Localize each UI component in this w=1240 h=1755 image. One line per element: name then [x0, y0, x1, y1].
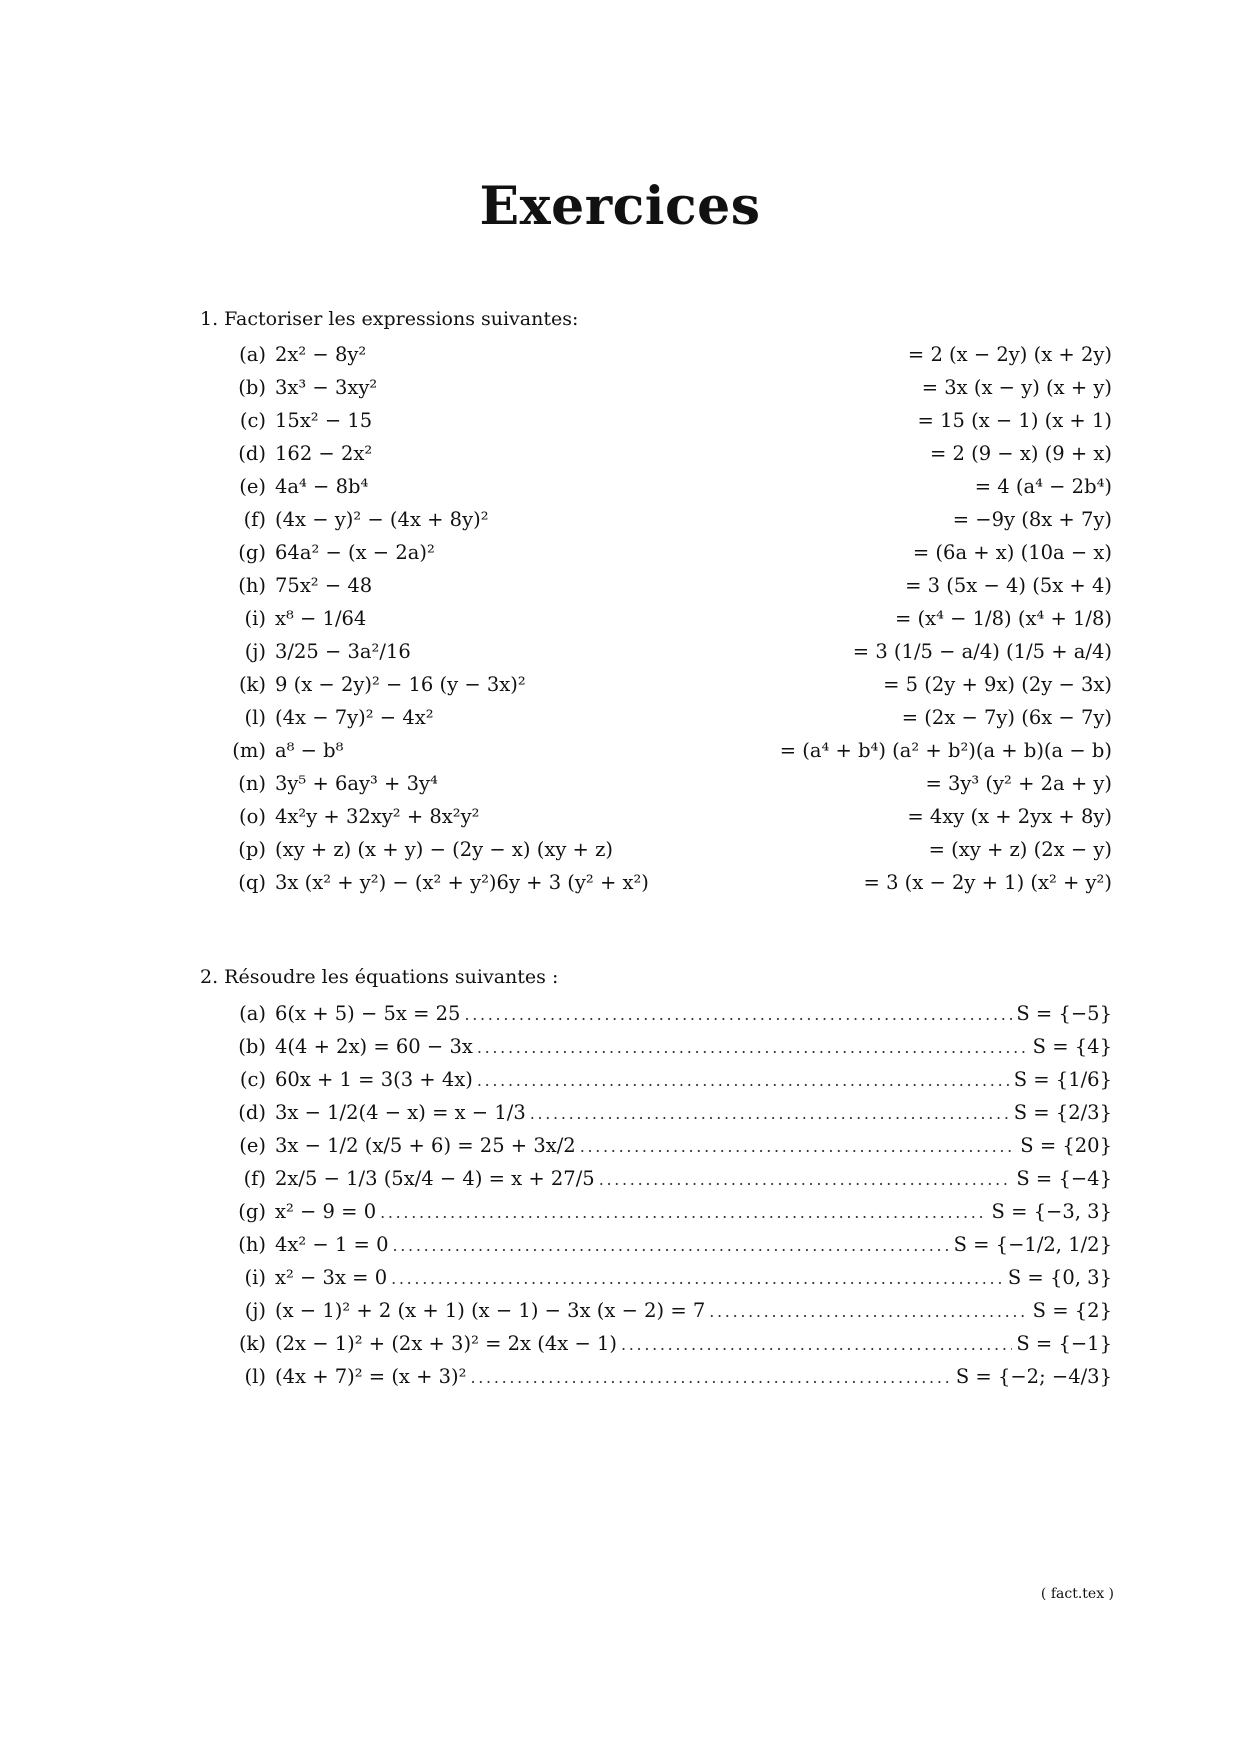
item-expression: 162 − 2x² — [275, 442, 373, 465]
item-answer: = 3 (5x − 4) (5x + 4) — [905, 574, 1112, 597]
item-expression: (x − 1)² + 2 (x + 1) (x − 1) − 3x (x − 2) = 7 — [275, 1299, 706, 1322]
list-item — [228, 1002, 1112, 1035]
item-label: (g) — [238, 1200, 266, 1223]
item-label: (k) — [238, 673, 266, 696]
item-expression: (2x − 1)² + (2x + 3)² = 2x (4x − 1) — [275, 1332, 617, 1355]
item-expression: 3x − 1/2 (x/5 + 6) = 25 + 3x/2 — [275, 1134, 576, 1157]
item-expression: 64a² − (x − 2a)² — [275, 541, 435, 564]
item-expression: 9 (x − 2y)² − 16 (y − 3x)² — [275, 673, 526, 696]
item-answer: = 4 (a⁴ − 2b⁴) — [974, 475, 1112, 498]
item-answer: S = {−5} — [1016, 1002, 1112, 1025]
item-expression: 4(4 + 2x) = 60 − 3x — [275, 1035, 473, 1058]
item-label: (f) — [243, 1167, 266, 1190]
item-answer: = 3 (1/5 − a/4) (1/5 + a/4) — [852, 640, 1112, 663]
item-expression: 6(x + 5) − 5x = 25 — [275, 1002, 461, 1025]
list-item — [228, 376, 1112, 409]
list-item — [228, 1035, 1112, 1068]
list-item — [228, 1167, 1112, 1200]
list-item — [228, 1266, 1112, 1299]
item-label: (n) — [238, 772, 266, 795]
list-item — [228, 475, 1112, 508]
dot-leader — [709, 1302, 1028, 1321]
list-item — [228, 1365, 1112, 1398]
list-item — [228, 442, 1112, 475]
item-expression: (4x − y)² − (4x + 8y)² — [275, 508, 489, 531]
list-item — [228, 739, 1112, 772]
item-label: (d) — [238, 1101, 266, 1124]
dot-leader — [471, 1368, 952, 1387]
item-label: (e) — [239, 1134, 266, 1157]
page-title: Exercices — [479, 176, 761, 237]
item-answer: = 3x (x − y) (x + y) — [921, 376, 1112, 399]
item-answer: S = {−4} — [1016, 1167, 1112, 1190]
item-expression: 75x² − 48 — [275, 574, 373, 597]
item-expression: x² − 9 = 0 — [275, 1200, 377, 1223]
list-item — [228, 706, 1112, 739]
item-answer: = (x⁴ − 1/8) (x⁴ + 1/8) — [894, 607, 1112, 630]
footer-filename: ( fact.tex ) — [1040, 1586, 1114, 1602]
item-label: (h) — [238, 1233, 266, 1256]
item-answer: = (2x − 7y) (6x − 7y) — [901, 706, 1112, 729]
item-expression: 2x/5 − 1/3 (5x/4 − 4) = x + 27/5 — [275, 1167, 595, 1190]
item-expression: x⁸ − 1/64 — [275, 607, 367, 630]
item-answer: = 2 (x − 2y) (x + 2y) — [907, 343, 1112, 366]
item-expression: 15x² − 15 — [275, 409, 373, 432]
list-item — [228, 343, 1112, 376]
dot-leader — [391, 1269, 1004, 1288]
item-answer: S = {2/3} — [1013, 1101, 1112, 1124]
item-label: (o) — [239, 805, 266, 828]
list-item — [228, 772, 1112, 805]
item-answer: S = {−2; −4/3} — [955, 1365, 1112, 1388]
item-answer: S = {1/6} — [1013, 1068, 1112, 1091]
list-item — [228, 1101, 1112, 1134]
section-2-heading: 2. Résoudre les équations suivantes : — [200, 966, 559, 988]
item-answer: = 15 (x − 1) (x + 1) — [917, 409, 1112, 432]
item-label: (c) — [239, 409, 266, 432]
item-answer: = −9y (8x + 7y) — [952, 508, 1112, 531]
item-answer: = (6a + x) (10a − x) — [912, 541, 1112, 564]
item-label: (j) — [244, 640, 266, 663]
list-item — [228, 1134, 1112, 1167]
dot-leader — [621, 1335, 1012, 1354]
item-answer: = 5 (2y + 9x) (2y − 3x) — [883, 673, 1112, 696]
item-label: (f) — [243, 508, 266, 531]
item-answer: S = {2} — [1032, 1299, 1112, 1322]
item-label: (m) — [232, 739, 266, 762]
item-answer: = (a⁴ + b⁴) (a² + b²)(a + b)(a − b) — [779, 739, 1112, 762]
item-label: (l) — [244, 1365, 266, 1388]
item-answer: S = {0, 3} — [1007, 1266, 1112, 1289]
item-answer: = 3y³ (y² + 2a + y) — [925, 772, 1112, 795]
factorisation-list — [228, 343, 1112, 904]
dot-leader — [530, 1104, 1010, 1123]
item-label: (b) — [238, 1035, 266, 1058]
item-expression: (4x − 7y)² − 4x² — [275, 706, 434, 729]
item-answer: = (xy + z) (2x − y) — [928, 838, 1112, 861]
item-expression: 4x²y + 32xy² + 8x²y² — [275, 805, 480, 828]
list-item — [228, 574, 1112, 607]
item-expression: a⁸ − b⁸ — [275, 739, 344, 762]
item-label: (h) — [238, 574, 266, 597]
dot-leader — [464, 1005, 1012, 1024]
item-expression: 3x (x² + y²) − (x² + y²)6y + 3 (y² + x²) — [275, 871, 649, 894]
section-1-heading: 1. Factoriser les expressions suivantes: — [200, 308, 579, 330]
item-answer: = 3 (x − 2y + 1) (x² + y²) — [863, 871, 1112, 894]
list-item — [228, 607, 1112, 640]
item-label: (i) — [244, 1266, 266, 1289]
list-item — [228, 805, 1112, 838]
item-answer: S = {−1} — [1016, 1332, 1112, 1355]
dot-leader — [380, 1203, 987, 1222]
item-label: (b) — [238, 376, 266, 399]
item-label: (g) — [238, 541, 266, 564]
list-item — [228, 673, 1112, 706]
dot-leader — [477, 1071, 1010, 1090]
list-item — [228, 1200, 1112, 1233]
item-label: (j) — [244, 1299, 266, 1322]
list-item — [228, 541, 1112, 574]
item-answer: S = {4} — [1032, 1035, 1112, 1058]
item-label: (p) — [238, 838, 266, 861]
item-answer: S = {−3, 3} — [991, 1200, 1112, 1223]
item-expression: 3y⁵ + 6ay³ + 3y⁴ — [275, 772, 438, 795]
item-expression: 3x − 1/2(4 − x) = x − 1/3 — [275, 1101, 526, 1124]
list-item — [228, 508, 1112, 541]
item-label: (d) — [238, 442, 266, 465]
dot-leader — [599, 1170, 1013, 1189]
list-item — [228, 838, 1112, 871]
dot-leader — [477, 1038, 1029, 1057]
item-answer: = 4xy (x + 2yx + 8y) — [907, 805, 1112, 828]
list-item — [228, 871, 1112, 904]
item-expression: 4a⁴ − 8b⁴ — [275, 475, 369, 498]
item-answer: S = {20} — [1020, 1134, 1112, 1157]
item-label: (i) — [244, 607, 266, 630]
item-label: (q) — [238, 871, 266, 894]
item-answer: = 2 (9 − x) (9 + x) — [929, 442, 1112, 465]
item-expression: 4x² − 1 = 0 — [275, 1233, 389, 1256]
item-expression: 3/25 − 3a²/16 — [275, 640, 411, 663]
list-item — [228, 409, 1112, 442]
item-expression: (xy + z) (x + y) − (2y − x) (xy + z) — [275, 838, 613, 861]
list-item — [228, 640, 1112, 673]
equations-list — [228, 1002, 1112, 1398]
item-label: (e) — [239, 475, 266, 498]
list-item — [228, 1332, 1112, 1365]
dot-leader — [580, 1137, 1017, 1156]
item-expression: 3x³ − 3xy² — [275, 376, 378, 399]
item-label: (a) — [239, 343, 266, 366]
list-item — [228, 1068, 1112, 1101]
item-label: (c) — [239, 1068, 266, 1091]
item-expression: (4x + 7)² = (x + 3)² — [275, 1365, 467, 1388]
item-label: (l) — [244, 706, 266, 729]
item-expression: x² − 3x = 0 — [275, 1266, 388, 1289]
list-item — [228, 1233, 1112, 1266]
item-answer: S = {−1/2, 1/2} — [953, 1233, 1112, 1256]
item-label: (k) — [238, 1332, 266, 1355]
dot-leader — [393, 1236, 950, 1255]
item-expression: 2x² − 8y² — [275, 343, 367, 366]
list-item — [228, 1299, 1112, 1332]
item-label: (a) — [239, 1002, 266, 1025]
item-expression: 60x + 1 = 3(3 + 4x) — [275, 1068, 473, 1091]
